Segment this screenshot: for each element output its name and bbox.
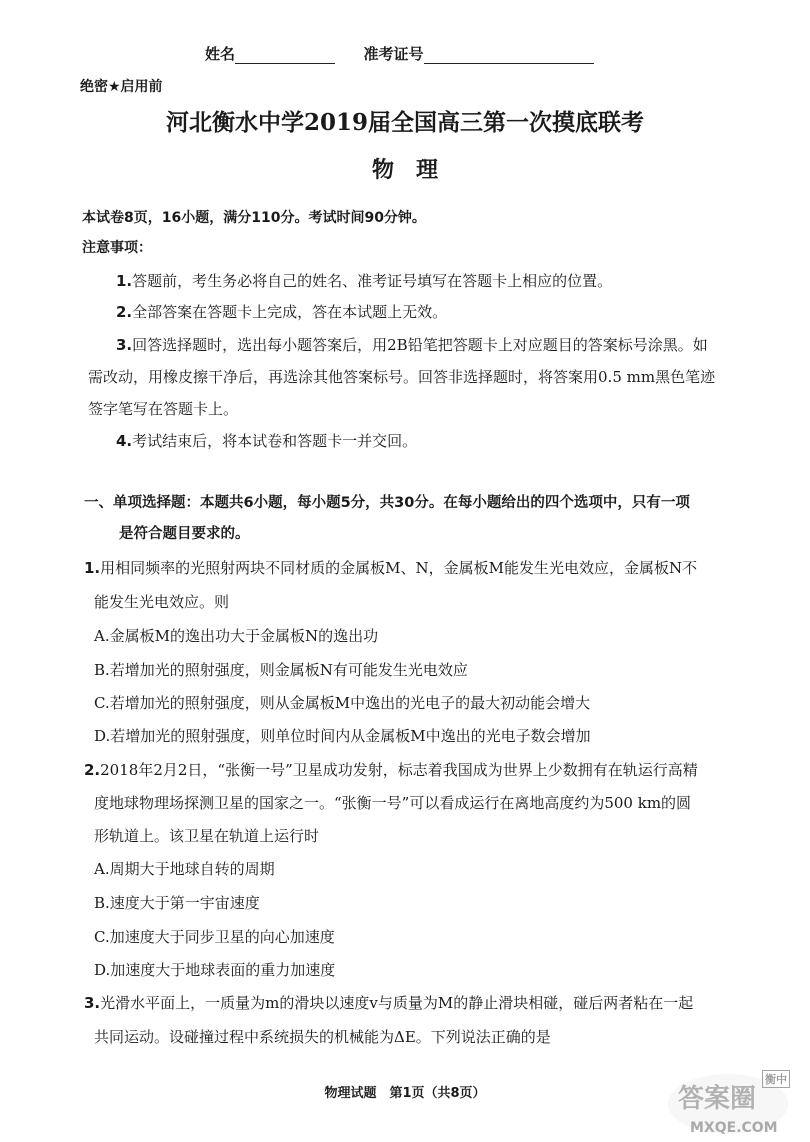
subject-title: 物 理 bbox=[371, 157, 438, 183]
id-blank bbox=[424, 47, 594, 64]
page-footer: 物理试题 第1页（共8页） bbox=[324, 1086, 486, 1101]
exam-intro: 本试卷8页，16小题，满分110分。考试时间90分钟。 bbox=[82, 210, 426, 226]
notice-heading: 注意事项： bbox=[82, 240, 152, 256]
option-d: D.若增加光的照射强度，则单位时间内从金属板M中逸出的光电子数会增加 bbox=[94, 727, 591, 745]
watermark-logo: 答案圈 bbox=[678, 1084, 757, 1114]
question-stem-continued: 共同运动。设碰撞过程中系统损失的机械能为ΔE。下列说法正确的是 bbox=[94, 1028, 551, 1046]
question-stem-continued: 能发生光电效应。则 bbox=[94, 593, 230, 611]
notice-item: 2.全部答案在答题卡上完成，答在本试题上无效。 bbox=[116, 303, 448, 321]
site-watermark bbox=[650, 1068, 808, 1140]
notice-item: 3.回答选择题时，选出每小题答案后，用2B铅笔把答题卡上对应题目的答案标号涂黑。如 bbox=[116, 336, 708, 354]
watermark-text: MXQE.COM bbox=[690, 1120, 778, 1136]
option-b: B.速度大于第一宇宙速度 bbox=[94, 894, 260, 912]
question-stem: 1.用相同频率的光照射两块不同材质的金属板M、N，金属板M能发生光电效应，金属板N不 bbox=[84, 559, 698, 577]
notice-item: 4.考试结束后，将本试卷和答题卡一并交回。 bbox=[116, 432, 418, 450]
option-d: D.加速度大于地球表面的重力加速度 bbox=[94, 961, 336, 979]
option-c: C.若增加光的照射强度，则从金属板M中逸出的光电子的最大初动能会增大 bbox=[94, 694, 591, 712]
name-label-row bbox=[205, 44, 594, 64]
question-stem: 2.2018年2月2日，“张衡一号”卫星成功发射，标志着我国成为世界上少数拥有在轨运行高精 bbox=[84, 761, 698, 779]
notice-item-continued: 签字笔写在答题卡上。 bbox=[88, 400, 239, 418]
option-c: C.加速度大于同步卫星的向心加速度 bbox=[94, 928, 335, 946]
option-a: A.周期大于地球自转的周期 bbox=[94, 860, 275, 878]
name-blank bbox=[235, 47, 335, 64]
question-stem: 3.光滑水平面上，一质量为m的滑块以速度v与质量为M的静止滑块相碰，碰后两者粘在一起 bbox=[84, 994, 694, 1012]
notice-item: 1.答题前，考生务必将自己的姓名、准考证号填写在答题卡上相应的位置。 bbox=[116, 272, 613, 290]
exam-title: 河北衡水中学2019届全国高三第一次摸底联考 bbox=[165, 109, 644, 136]
confidential-mark: 绝密★启用前 bbox=[80, 79, 163, 95]
notice-item-continued: 需改动，用橡皮擦干净后，再选涂其他答案标号。回答非选择题时，将答案用0.5 mm黑色笔迹 bbox=[88, 368, 716, 386]
option-b: B.若增加光的照射强度，则金属板N有可能发生光电效应 bbox=[94, 661, 468, 679]
id-label: 准考证号 bbox=[363, 45, 424, 63]
watermark-badge: 衡中 bbox=[762, 1070, 790, 1088]
question-stem-continued: 形轨道上。该卫星在轨道上运行时 bbox=[94, 827, 320, 845]
option-a: A.金属板M的逸出功大于金属板N的逸出功 bbox=[94, 627, 379, 645]
question-stem-continued: 度地球物理场探测卫星的国家之一。“张衡一号”可以看成运行在离地高度约为500 km的圆 bbox=[94, 794, 692, 812]
section-heading-continued: 是符合题目要求的。 bbox=[119, 526, 250, 542]
section-heading: 一、单项选择题：本题共6小题，每小题5分，共30分。在每小题给出的四个选项中，只有一项 bbox=[84, 495, 690, 511]
name-label: 姓名 bbox=[205, 45, 236, 63]
